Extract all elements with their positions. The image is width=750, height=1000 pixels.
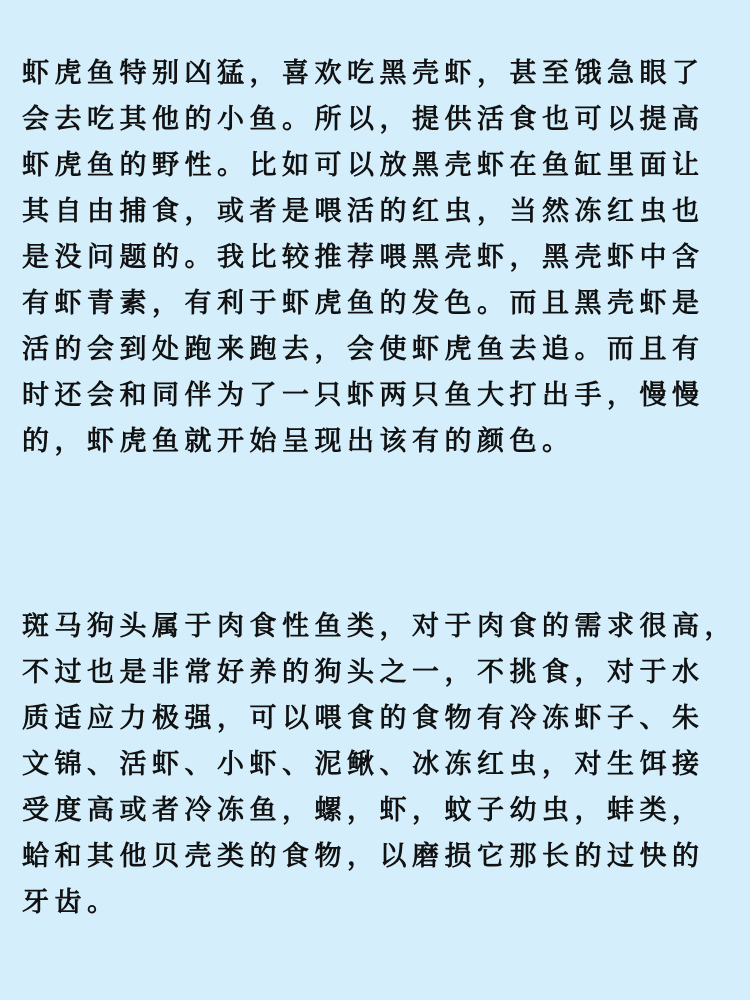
text-line: 其自由捕食，或者是喂活的红虫，当然冻红虫也 <box>22 196 705 227</box>
text-line: 时还会和同伴为了一只虾两只鱼大打出手，慢慢 <box>22 380 705 411</box>
text-line: 文锦、活虾、小虾、泥鳅、冰冻红虫，对生饵接 <box>22 749 705 780</box>
text-line: 质适应力极强，可以喂食的食物有冷冻虾子、朱 <box>22 703 705 734</box>
text-line: 不过也是非常好养的狗头之一，不挑食，对于水 <box>22 657 705 688</box>
paragraph-zebra-pufferfish <box>22 604 748 926</box>
text-line: 会去吃其他的小鱼。所以，提供活食也可以提高 <box>22 104 705 135</box>
text-line: 蛤和其他贝壳类的食物，以磨损它那长的过快的 <box>22 841 705 872</box>
text-line: 有虾青素，有利于虾虎鱼的发色。而且黑壳虾是 <box>22 288 705 319</box>
text-line: 是没问题的。我比较推荐喂黑壳虾，黑壳虾中含 <box>22 242 705 273</box>
text-line: 虾虎鱼特别凶猛，喜欢吃黑壳虾，甚至饿急眼了 <box>22 58 705 89</box>
text-line: 虾虎鱼的野性。比如可以放黑壳虾在鱼缸里面让 <box>22 150 705 181</box>
text-line: 斑马狗头属于肉食性鱼类，对于肉食的需求很高， <box>22 611 737 642</box>
text-line: 活的会到处跑来跑去，会使虾虎鱼去追。而且有 <box>22 334 705 365</box>
text-line: 受度高或者冷冻鱼，螺，虾，蚊子幼虫，蚌类， <box>22 795 705 826</box>
text-line: 的，虾虎鱼就开始呈现出该有的颜色。 <box>22 426 575 457</box>
paragraph-goby-feeding <box>22 51 748 465</box>
text-line: 牙齿。 <box>22 887 120 918</box>
